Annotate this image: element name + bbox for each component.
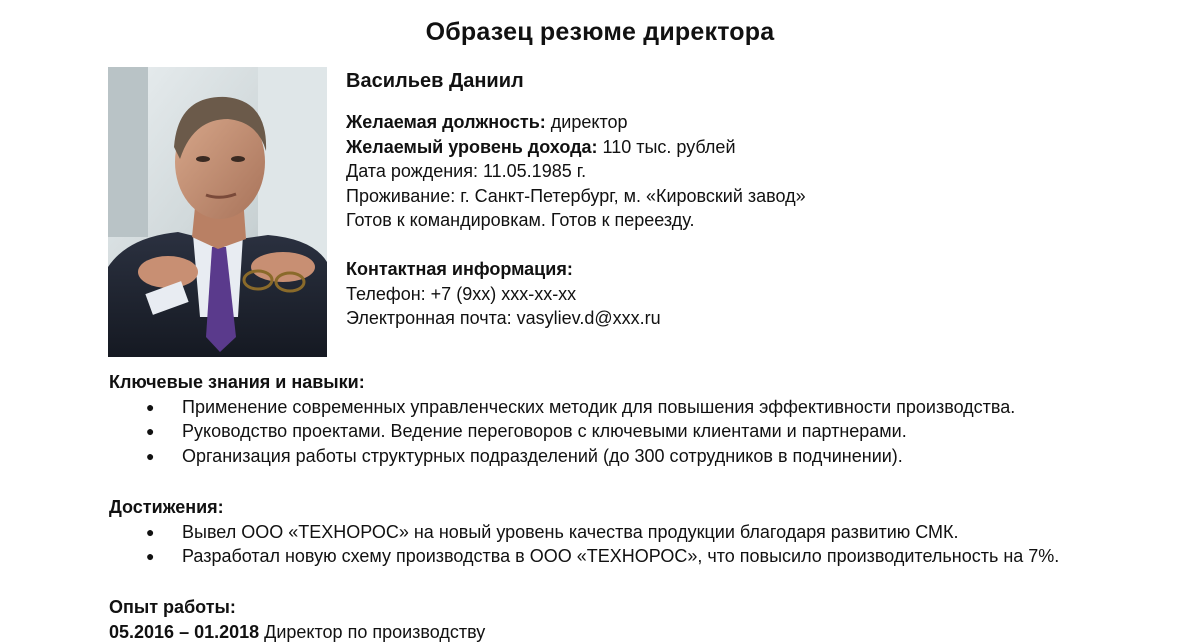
experience-entry: [109, 620, 1169, 644]
bullet-icon: ●: [146, 523, 155, 540]
list-item: ● Руководство проектами. Ведение переговоров с ключевыми клиентами и партнерами.: [109, 419, 1169, 444]
candidate-info: [346, 68, 1146, 331]
candidate-name: Васильев Даниил: [346, 70, 524, 92]
desired-income-value: 110 тыс. рублей: [597, 136, 736, 157]
desired-income-label: Желаемый уровень дохода:: [346, 136, 598, 157]
birth-date: Дата рождения: 11.05.1985 г.: [346, 161, 587, 182]
experience-section: [109, 595, 1169, 644]
experience-role: Директор по производству: [259, 621, 486, 642]
list-item: ● Организация работы структурных подразделений (до 300 сотрудников в подчинении).: [109, 444, 1169, 469]
list-item: ● Вывел ООО «ТЕХНОРОС» на новый уровень качества продукции благодаря развитию СМК.: [109, 520, 1169, 545]
phone: Телефон: +7 (9хх) ххх-хх-хх: [346, 283, 577, 304]
list-item: ● Применение современных управленческих методик для повышения эффективности производства.: [109, 395, 1169, 420]
desired-position-label: Желаемая должность:: [346, 112, 546, 132]
experience-period: 05.2016 – 01.2018: [109, 621, 260, 642]
page-title: Образец резюме директора: [425, 18, 775, 46]
experience-heading: Опыт работы:: [109, 597, 236, 617]
desired-income: [346, 135, 1146, 160]
list-item: ● Разработал новую схему производства в ООО «ТЕХНОРОС», что повысило производительность на 7%.: [109, 544, 1169, 569]
skills-heading: Ключевые знания и навыки:: [109, 372, 365, 392]
residence: Проживание: г. Санкт-Петербург, м. «Кировский завод»: [346, 185, 806, 206]
achievements-heading: Достижения:: [109, 497, 224, 517]
skills-section: [109, 370, 1169, 468]
portrait-photo: [108, 67, 327, 357]
bullet-icon: ●: [146, 423, 155, 440]
achievements-section: [109, 495, 1169, 569]
email: Электронная почта: vasyliev.d@xxx.ru: [346, 308, 661, 329]
travel-readiness: Готов к командировкам. Готов к переезду.: [346, 210, 695, 231]
desired-position-value: директор: [545, 112, 628, 132]
contacts-heading: Контактная информация:: [346, 258, 573, 279]
bullet-icon: ●: [146, 447, 155, 464]
desired-position: [346, 110, 1146, 135]
bullet-icon: ●: [146, 398, 155, 415]
bullet-icon: ●: [146, 548, 155, 565]
